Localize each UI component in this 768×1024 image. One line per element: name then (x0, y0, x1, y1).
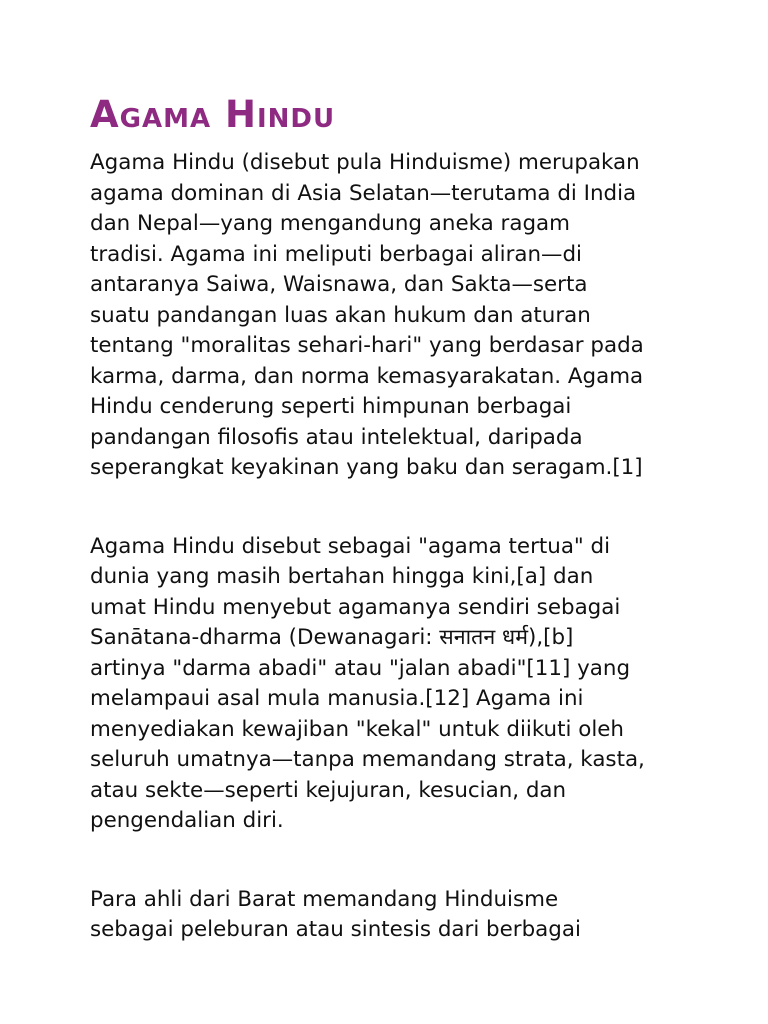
paragraph-1: Agama Hindu (disebut pula Hinduisme) merupakan agama dominan di Asia Selatan—terutama di India dan Nepal—yang mengandung aneka ragam tradisi. Agama ini meliputi berbagai aliran—di antaranya Saiwa, Waisnawa, dan Sakta—serta suatu pandangan luas akan hukum dan aturan tentang "moralitas sehari-hari" yang berdasar pada karma, darma, dan norma kemasyarakatan. Agama Hindu cenderung seperti himpunan berbagai pandangan filosofis atau intelektual, daripada seperangkat keyakinan yang baku dan seragam.[1] (90, 150, 644, 480)
paragraph-2: Agama Hindu disebut sebagai "agama tertua" di dunia yang masih bertahan hingga kini,[a] dan umat Hindu menyebut agamanya sendiri sebagai Sanātana-dharma (Dewanagari: सनातन धर्म),[b] artinya "darma abadi" atau "jalan abadi"[11] yang melampaui asal mula manusia.[12] Agama ini menyediakan kewajiban "kekal" untuk diikuti oleh seluruh umatnya—tanpa memandang strata, kasta, atau sekte—seperti kejujuran, kesucian, dan pengendalian diri. (90, 533, 645, 833)
document-page (90, 92, 690, 994)
document-title: Agama Hindu (90, 93, 336, 136)
paragraph-3: Para ahli dari Barat memandang Hinduisme sebagai peleburan atau sintesis dari berbagai (90, 886, 581, 942)
